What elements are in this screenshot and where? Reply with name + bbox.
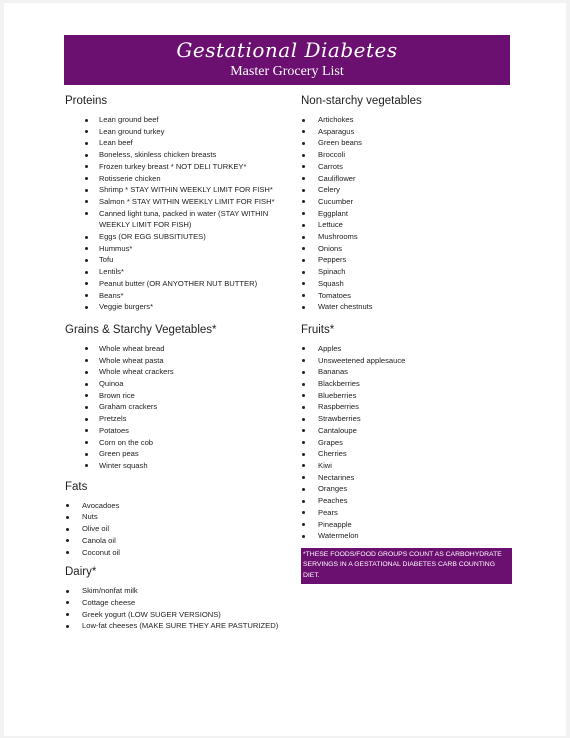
fats-heading: Fats bbox=[65, 480, 88, 493]
list-item: Beans* bbox=[65, 290, 295, 302]
document-title: Gestational Diabetes bbox=[176, 38, 398, 62]
list-item: Apples bbox=[301, 343, 516, 355]
list-item: Squash bbox=[301, 278, 516, 290]
list-item: Cottage cheese bbox=[65, 597, 295, 609]
list-item: Peanut butter (OR ANYOTHER NUT BUTTER) bbox=[65, 278, 295, 290]
left-column bbox=[65, 93, 295, 632]
document-subtitle: Master Grocery List bbox=[230, 64, 344, 79]
list-item: Whole wheat pasta bbox=[65, 355, 295, 367]
list-item: Whole wheat bread bbox=[65, 343, 295, 355]
fruits-heading: Fruits* bbox=[301, 323, 335, 336]
list-item: Lentils* bbox=[65, 266, 295, 278]
list-item: Unsweetened applesauce bbox=[301, 355, 516, 367]
list-item: Lean beef bbox=[65, 137, 295, 149]
title-banner bbox=[64, 35, 510, 85]
list-item: Cherries bbox=[301, 448, 516, 460]
list-item: Water chestnuts bbox=[301, 301, 516, 313]
list-item: Canned light tuna, packed in water (STAY WITHIN WEEKLY LIMIT FOR FISH) bbox=[65, 208, 284, 231]
vegetables-list bbox=[301, 114, 516, 313]
list-item: Peppers bbox=[301, 254, 516, 266]
list-item: Eggplant bbox=[301, 208, 516, 220]
list-item: Lean ground beef bbox=[65, 114, 295, 126]
list-item: Strawberries bbox=[301, 413, 516, 425]
list-item: Celery bbox=[301, 184, 516, 196]
list-item: Asparagus bbox=[301, 126, 516, 138]
list-item: Avocadoes bbox=[65, 500, 295, 512]
list-item: Raspberries bbox=[301, 401, 516, 413]
list-item: Greek yogurt (LOW SUGER VERSIONS) bbox=[65, 609, 295, 621]
list-item: Canola oil bbox=[65, 535, 295, 547]
list-item: Bananas bbox=[301, 366, 516, 378]
list-item: Cantaloupe bbox=[301, 425, 516, 437]
list-item: Pretzels bbox=[65, 413, 295, 425]
list-item: Watermelon bbox=[301, 530, 516, 542]
list-item: Peaches bbox=[301, 495, 516, 507]
proteins-heading: Proteins bbox=[65, 95, 108, 107]
dairy-heading: Dairy* bbox=[65, 566, 97, 579]
list-item: Boneless, skinless chicken breasts bbox=[65, 149, 295, 161]
list-item: Brown rice bbox=[65, 390, 295, 402]
fruits-list bbox=[301, 343, 516, 542]
list-item: Olive oil bbox=[65, 523, 295, 535]
list-item: Spinach bbox=[301, 266, 516, 278]
list-item: Green beans bbox=[301, 137, 516, 149]
carb-servings-note: *THESE FOODS/FOOD GROUPS COUNT AS CARBOHYDRATE SERVINGS IN A GESTATIONAL DIABETES CARB COUNTING DIET. bbox=[301, 548, 512, 585]
list-item: Salmon * STAY WITHIN WEEKLY LIMIT FOR FISH* bbox=[65, 196, 295, 208]
grains-list bbox=[65, 343, 295, 472]
list-item: Tofu bbox=[65, 254, 295, 266]
list-item: Graham crackers bbox=[65, 401, 295, 413]
list-item: Kiwi bbox=[301, 460, 516, 472]
list-item: Shrimp * STAY WITHIN WEEKLY LIMIT FOR FISH* bbox=[65, 184, 295, 196]
list-item: Hummus* bbox=[65, 243, 295, 255]
list-item: Nectarines bbox=[301, 472, 516, 484]
list-item: Frozen turkey breast * NOT DELI TURKEY* bbox=[65, 161, 295, 173]
list-item: Winter squash bbox=[65, 460, 295, 472]
vegetables-heading: Non-starchy vegetables bbox=[301, 95, 422, 107]
list-item: Carrots bbox=[301, 161, 516, 173]
list-item: Lettuce bbox=[301, 219, 516, 231]
proteins-list bbox=[65, 114, 295, 313]
list-item: Tomatoes bbox=[301, 290, 516, 302]
list-item: Quinoa bbox=[65, 378, 295, 390]
list-item: Potatoes bbox=[65, 425, 295, 437]
list-item: Skim/nonfat milk bbox=[65, 585, 295, 597]
list-item: Blackberries bbox=[301, 378, 516, 390]
list-item: Corn on the cob bbox=[65, 437, 295, 449]
list-item: Coconut oil bbox=[65, 547, 295, 559]
list-item: Lean ground turkey bbox=[65, 126, 295, 138]
list-item: Blueberries bbox=[301, 390, 516, 402]
list-item: Eggs (OR EGG SUBSITIUTES) bbox=[65, 231, 295, 243]
list-item: Low-fat cheeses (MAKE SURE THEY ARE PASTURIZED) bbox=[65, 620, 295, 632]
list-item: Pineapple bbox=[301, 519, 516, 531]
grains-heading: Grains & Starchy Vegetables* bbox=[65, 323, 217, 336]
dairy-list bbox=[65, 585, 295, 632]
list-item: Cucumber bbox=[301, 196, 516, 208]
list-item: Pears bbox=[301, 507, 516, 519]
list-item: Broccoli bbox=[301, 149, 516, 161]
list-item: Oranges bbox=[301, 483, 516, 495]
list-item: Green peas bbox=[65, 448, 295, 460]
list-item: Veggie burgers* bbox=[65, 301, 295, 313]
right-column bbox=[301, 93, 516, 584]
fats-list bbox=[65, 500, 295, 559]
list-item: Mushrooms bbox=[301, 231, 516, 243]
list-item: Nuts bbox=[65, 511, 295, 523]
list-item: Artichokes bbox=[301, 114, 516, 126]
list-item: Cauliflower bbox=[301, 173, 516, 185]
list-item: Rotisserie chicken bbox=[65, 173, 295, 185]
list-item: Grapes bbox=[301, 437, 516, 449]
list-item: Whole wheat crackers bbox=[65, 366, 295, 378]
list-item: Onions bbox=[301, 243, 516, 255]
